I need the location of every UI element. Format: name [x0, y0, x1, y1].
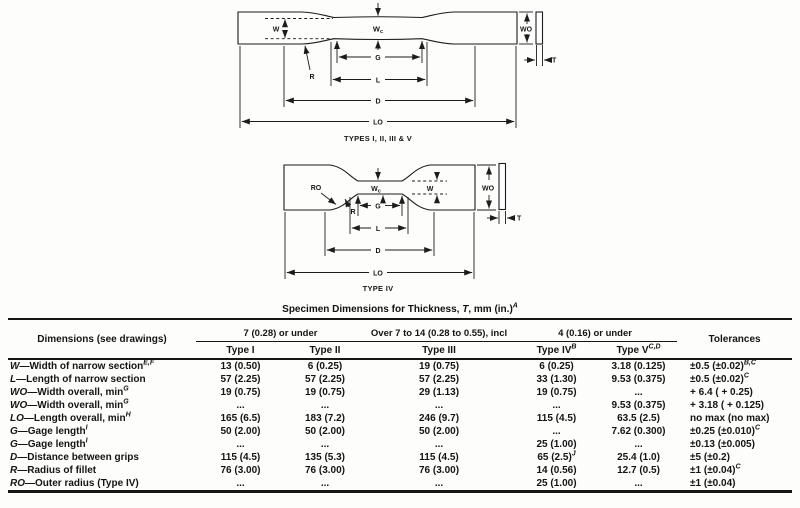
type-column-header: Type II: [285, 342, 365, 360]
caption-type-iv: TYPE IV: [362, 284, 394, 293]
value-cell: 3.18 (0.125): [611, 361, 666, 372]
value-cell: ...: [236, 439, 245, 450]
value-cell: 57 (2.25): [220, 374, 261, 385]
tolerance-cell: ±0.25 $(\pm 0.010)^C$: [690, 424, 760, 437]
table-body: [8, 359, 792, 492]
label-l: L: [375, 77, 381, 85]
type-column-header: Type $IV^B$: [513, 342, 600, 360]
label-wc: Wc: [371, 186, 381, 195]
label-l: L: [375, 225, 381, 233]
dimension-label-cell: G—Gage length$^I$: [10, 424, 88, 437]
value-cell: 19 (0.75): [419, 361, 460, 372]
callout-r: [305, 46, 315, 81]
table-row: [8, 451, 792, 464]
label-d: D: [375, 247, 381, 255]
value-cell: 76 (3.00): [220, 465, 261, 476]
value-cell: ...: [434, 478, 444, 489]
tolerance-cell: ±5 (±0.2): [690, 452, 730, 463]
value-cell: 19 (0.75): [304, 387, 346, 398]
label-g: G: [375, 54, 381, 62]
table-title-units: , mm (in.): [468, 304, 513, 315]
value-cell: ...: [236, 478, 245, 489]
value-cell: 115 (4.5): [419, 452, 459, 463]
value-cell: ...: [320, 478, 330, 489]
tolerance-cell: + 3.18 ( + 0.125): [690, 400, 764, 411]
value-cell: 76 (3.00): [419, 465, 460, 476]
value-cell: 25 (1.00): [536, 478, 577, 489]
dim-lo: [285, 212, 474, 279]
group-header-row: [8, 319, 792, 342]
dim-l: [331, 42, 427, 86]
tolerance-cell: no max (no max): [690, 413, 770, 424]
dimension-label-cell: RO—Outer radius (Type IV): [10, 478, 139, 489]
dim-w: [412, 172, 447, 203]
thickness-group-3-header: 4 (0.16) or under: [513, 319, 677, 342]
value-cell: 246 (9.7): [419, 413, 460, 424]
value-cell: 29 (1.13): [419, 387, 460, 398]
dimensions-column-header: Dimensions (see drawings): [8, 319, 196, 359]
tolerances-column-header: Tolerances: [677, 319, 792, 359]
dimension-label-cell: WO—Width overall, $\min^G$: [10, 385, 129, 398]
table-row: [8, 373, 792, 386]
dim-wo: [519, 12, 533, 44]
dim-g: [358, 196, 402, 216]
label-wc: $W_c$: [372, 24, 384, 35]
value-cell: 63.5 (2.5): [617, 413, 660, 424]
label-r: R: [350, 209, 356, 216]
table-row: [8, 477, 792, 492]
value-cell: 9.53 (0.375): [611, 400, 666, 411]
label-d: D: [375, 98, 381, 106]
value-cell: 50 (2.00): [220, 426, 261, 437]
label-wo: WO: [519, 26, 533, 34]
value-cell: 25.4 (1.0): [617, 452, 660, 463]
table-row: [8, 438, 792, 451]
table-title-footnote: A: [512, 302, 518, 310]
value-cell: 33 (1.30): [536, 374, 577, 385]
dimension-label-cell: L—Length of narrow section: [10, 374, 146, 385]
value-cell: ...: [320, 400, 330, 411]
table-row: [8, 412, 792, 425]
value-cell: 65 $(2.5)^J$: [537, 450, 576, 463]
label-w: W: [272, 26, 280, 34]
dimension-label-cell: G—Gage length$^I$: [10, 437, 88, 450]
thickness-group-1-header: 7 (0.28) or under: [196, 319, 365, 342]
thickness-view: [487, 164, 522, 225]
table-row: [8, 359, 792, 373]
type-column-header: Type I: [196, 342, 285, 360]
table-title: [0, 304, 800, 315]
label-w: W: [426, 186, 434, 193]
drawing-types-i-ii-iii-v: [238, 3, 557, 143]
type-column-header: Type $V^{C,D}$: [600, 342, 677, 360]
dim-w: [265, 19, 333, 39]
value-cell: ...: [634, 478, 643, 489]
label-t: T: [517, 215, 522, 223]
value-cell: 183 (7.2): [304, 413, 346, 424]
value-cell: 12.7 (0.5): [617, 465, 660, 476]
label-r: R: [309, 74, 315, 81]
value-cell: 57 (2.25): [304, 374, 346, 385]
value-cell: ...: [320, 439, 330, 450]
value-cell: 57 (2.25): [419, 374, 460, 385]
table-row: [8, 464, 792, 477]
value-cell: 115 (4.5): [536, 413, 577, 424]
value-cell: 50 (2.00): [304, 426, 346, 437]
label-lo: LO: [373, 270, 383, 278]
dim-wo: [477, 165, 496, 210]
label-t: T: [552, 57, 557, 65]
value-cell: 19 (0.75): [220, 387, 261, 398]
dimension-label-cell: WO—Width overall, $\min^G$: [10, 398, 129, 411]
dimension-label-cell: W—Width of narrow section$^{E,F}$: [10, 359, 155, 372]
dim-g: [337, 41, 422, 63]
value-cell: ...: [552, 400, 561, 411]
tolerance-cell: + 6.4 ( + 0.25): [690, 387, 753, 398]
dim-wc: [373, 3, 383, 50]
value-cell: ...: [236, 400, 245, 411]
label-ro: RO: [310, 185, 322, 192]
dim-d: [325, 212, 434, 256]
table-title-symbol: T: [462, 304, 469, 315]
value-cell: 14 (0.56): [536, 465, 577, 476]
value-cell: 6 (0.25): [307, 361, 343, 372]
value-cell: 50 (2.00): [419, 426, 460, 437]
drawing-type-iv: [284, 164, 522, 294]
tolerance-cell: ±1 $(\pm 0.04)^C$: [690, 463, 741, 476]
dim-wc: [371, 168, 383, 202]
label-g: G: [375, 203, 381, 211]
caption-types-i-ii-iii-v: TYPES I, II, III & V: [343, 134, 413, 143]
tolerance-cell: ±0.13 (±0.005): [690, 439, 755, 450]
specimen-dimensions-table: [8, 318, 792, 493]
value-cell: ...: [434, 400, 444, 411]
label-lo: LO: [373, 119, 383, 127]
value-cell: 25 (1.00): [536, 439, 577, 450]
table-row: [8, 399, 792, 412]
value-cell: 115 (4.5): [220, 452, 261, 463]
value-cell: 7.62 (0.300): [611, 426, 666, 437]
thickness-view: [524, 12, 557, 66]
value-cell: 9.53 (0.375): [611, 374, 666, 385]
value-cell: 76 (3.00): [304, 465, 346, 476]
value-cell: 165 (6.5): [220, 413, 261, 424]
value-cell: ...: [634, 387, 643, 398]
tolerance-cell: ±1 (±0.04): [690, 478, 736, 489]
table-row: [8, 386, 792, 399]
value-cell: ...: [434, 439, 444, 450]
dimension-label-cell: R—Radius of fillet: [10, 465, 97, 476]
dimension-label-cell: D—Distance between grips: [10, 452, 139, 463]
tolerance-cell: ±0.5 $(\pm 0.02)^{B,C}$: [690, 359, 756, 372]
value-cell: ...: [634, 439, 643, 450]
thickness-group-2-header: Over 7 to 14 (0.28 to 0.55), incl: [365, 319, 513, 342]
table-title-text: Specimen Dimensions for Thickness,: [282, 304, 463, 315]
label-wo: WO: [481, 185, 495, 193]
value-cell: 13 (0.50): [220, 361, 261, 372]
value-cell: 19 (0.75): [536, 387, 577, 398]
tolerance-cell: ±0.5 $(\pm 0.02)^C$: [690, 372, 749, 385]
value-cell: 135 (5.3): [304, 452, 346, 463]
type-column-header: Type III: [365, 342, 513, 360]
value-cell: ...: [552, 426, 561, 437]
value-cell: 6 (0.25): [539, 361, 574, 372]
dimension-label-cell: LO—Length overall, $\min^H$: [10, 411, 131, 424]
callout-ro: [311, 185, 336, 205]
table-row: [8, 425, 792, 438]
